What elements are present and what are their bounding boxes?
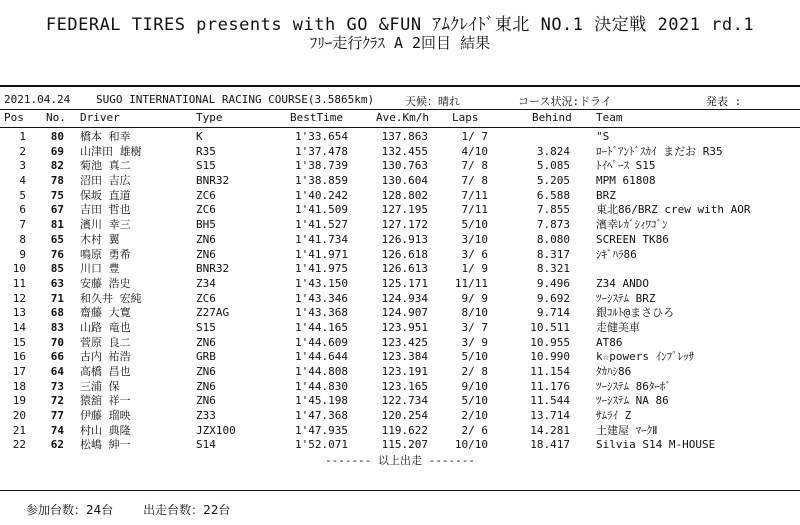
best-time: 1'47.368 [295,409,348,423]
best-time: 1'47.935 [295,423,348,437]
average-speed: 124.907 [381,306,428,320]
team-name: 濱幸ﾚｶﾞｼｨﾜｺﾞﾝ [596,218,668,232]
car-number: 78 [50,174,64,188]
behind-gap: 3.824 [536,144,570,158]
best-time: 1'44.808 [295,365,348,378]
pos: 10 [12,262,26,276]
behind-gap: 10.990 [530,350,570,364]
top-rule [0,85,800,87]
driver-name: 猿舘 祥一 [80,394,131,408]
driver-name: 保坂 直道 [80,188,131,202]
laps: 8/10 [461,306,488,320]
car-type: S15 [196,159,216,173]
course-name: SUGO INTERNATIONAL RACING COURSE(3.5865km) [96,93,375,106]
entry-count: 参加台数：24台 [26,503,114,517]
page-subtitle: ﾌﾘｰ走行ｸﾗｽ A 2回目 結果 [309,34,491,52]
pos: 17 [12,365,26,378]
best-time: 1'41.975 [295,262,348,276]
team-name: 土建屋 ﾏｰｸⅡ [596,423,658,437]
pos: 15 [12,335,26,349]
driver-name: 鳴原 勇希 [80,247,131,261]
pos: 7 [19,218,26,232]
pos: 9 [19,247,26,261]
best-time: 1'33.654 [295,130,348,143]
driver-name: 松嶋 紳一 [80,438,131,452]
behind-gap: 7.855 [536,203,570,217]
team-name: MPM 61808 [596,174,656,188]
team-name: 銀ｺﾙﾄ@まさひろ [596,306,675,320]
col-behind: Behind [532,111,572,124]
pos: 18 [12,379,26,393]
behind-gap: 8.080 [536,232,570,246]
car-number: 77 [50,409,64,423]
car-type: ZN6 [196,232,216,246]
average-speed: 123.951 [381,320,428,334]
best-time: 1'41.527 [295,218,348,232]
car-type: ZC6 [196,203,216,217]
car-type: ZC6 [196,291,216,305]
average-speed: 120.254 [381,409,428,423]
average-speed: 124.934 [381,291,428,305]
car-type: S15 [196,320,216,334]
driver-name: 菊池 真二 [80,159,131,173]
driver-name: 濱川 幸三 [80,218,131,232]
average-speed: 119.622 [381,423,428,437]
best-time: 1'38.739 [295,159,348,173]
pos: 21 [12,423,26,437]
best-time: 1'40.242 [295,188,348,202]
average-speed: 125.171 [381,276,428,290]
average-speed: 123.165 [381,379,428,393]
team-name: ﾂｰｼｽﾃﾑ NA 86 [596,394,669,408]
car-number: 66 [50,350,64,364]
page-title: FEDERAL TIRES presents with GO &FUN ｱﾑｸﾚｲﾄﾞ東北 NO.1 決定戦 2021 rd.1 [45,15,755,35]
behind-gap: 13.714 [530,409,570,423]
best-time: 1'37.478 [295,144,348,158]
driver-name: 古内 祐浩 [80,350,131,364]
laps: 10/10 [454,438,488,452]
table-row [0,292,800,307]
col-pos: Pos [4,111,24,124]
team-name: BRZ [596,188,616,202]
table-row [0,365,800,380]
team-name: 東北86/BRZ crew with AOR [596,203,751,217]
table-row [0,248,800,263]
laps: 3/ 6 [461,247,488,261]
team-name: ｼｷﾞﾊﾗ86 [596,247,637,261]
pos: 22 [12,438,26,452]
team-name: SCREEN TK86 [596,232,669,246]
average-speed: 130.604 [381,174,428,188]
pos: 3 [19,159,26,173]
car-type: BNR32 [196,262,230,276]
car-number: 62 [50,438,64,452]
car-number: 85 [50,262,64,276]
car-number: 69 [50,144,64,158]
car-number: 75 [50,188,64,202]
driver-name: 沼田 吉広 [80,174,131,188]
driver-name: 山津田 雄樹 [80,144,142,158]
pos: 2 [19,144,26,158]
car-number: 73 [50,379,64,393]
table-row [0,350,800,365]
pos: 13 [12,306,26,320]
table-row [0,336,800,351]
car-number: 67 [50,203,64,217]
col-team: Team [596,111,623,124]
bottom-rule [0,490,800,491]
table-row [0,321,800,336]
pos: 5 [19,188,26,202]
course-condition: コース状況:ドライ [518,95,612,108]
laps: 3/10 [461,232,488,246]
table-row [0,130,800,145]
col-no: No. [46,111,66,124]
driver-name: 齋藤 大寛 [80,306,131,320]
table-row [0,218,800,233]
car-type: ZN6 [196,335,216,349]
table-row [0,262,800,277]
driver-name: 高橋 昌也 [80,365,131,378]
driver-name: 三浦 保 [80,379,120,393]
driver-name: 伊藤 瑠映 [80,409,131,423]
table-row [0,438,800,453]
behind-gap: 8.321 [536,262,570,276]
best-time: 1'44.830 [295,379,348,393]
average-speed: 128.802 [381,188,428,202]
table-row [0,424,800,439]
average-speed: 137.863 [381,130,428,143]
table-header [0,111,800,125]
pos: 1 [19,130,26,143]
car-type: BH5 [196,218,216,232]
driver-name: 和久井 宏純 [80,291,142,305]
team-name: 走健美車 [596,320,640,334]
car-type: GRB [196,350,216,364]
best-time: 1'41.509 [295,203,348,217]
laps: 7/11 [461,188,488,202]
best-time: 1'41.971 [295,247,348,261]
best-time: 1'38.859 [295,174,348,188]
table-row [0,394,800,409]
table-row [0,174,800,189]
driver-name: 橋本 和幸 [80,130,131,143]
laps: 1/ 7 [461,130,488,143]
laps: 9/10 [461,379,488,393]
car-type: K [196,130,203,143]
car-type: ZN6 [196,365,216,378]
car-number: 63 [50,276,64,290]
laps: 1/ 9 [461,262,488,276]
laps: 7/ 8 [461,174,488,188]
average-speed: 127.195 [381,203,428,217]
laps: 3/ 9 [461,335,488,349]
car-number: 71 [50,291,64,305]
team-name: ﾂｰｼｽﾃﾑ BRZ [596,291,656,305]
best-time: 1'44.609 [295,335,348,349]
col-type: Type [196,111,223,124]
team-name: AT86 [596,335,623,349]
best-time: 1'43.368 [295,306,348,320]
announce-time: 発表 : [706,95,742,108]
average-speed: 126.618 [381,247,428,261]
pos: 14 [12,320,26,334]
pos: 4 [19,174,26,188]
car-number: 81 [50,218,64,232]
laps: 5/10 [461,350,488,364]
car-type: ZN6 [196,247,216,261]
weather: 天候：晴れ [405,95,460,108]
average-speed: 127.172 [381,218,428,232]
laps: 5/10 [461,394,488,408]
car-number: 65 [50,232,64,246]
car-number: 70 [50,335,64,349]
pos: 16 [12,350,26,364]
car-number: 82 [50,159,64,173]
pos: 19 [12,394,26,408]
counts [26,501,256,518]
pos: 6 [19,203,26,217]
behind-gap: 10.511 [530,320,570,334]
team-name: ﾛｰﾄﾞｱﾝﾄﾞｽｶｲ まだお R35 [596,144,723,158]
driver-name: 山路 竜也 [80,320,131,334]
car-number: 83 [50,320,64,334]
average-speed: 123.191 [381,365,428,378]
car-type: R35 [196,144,216,158]
car-type: ZC6 [196,188,216,202]
average-speed: 115.207 [381,438,428,452]
pos: 8 [19,232,26,246]
car-number: 76 [50,247,64,261]
car-number: 68 [50,306,64,320]
driver-name: 村山 典隆 [80,423,131,437]
best-time: 1'45.198 [295,394,348,408]
behind-gap: 5.205 [536,174,570,188]
table-row [0,145,800,160]
average-speed: 126.613 [381,262,428,276]
pos: 20 [12,409,26,423]
laps: 5/10 [461,218,488,232]
session-date: 2021.04.24 [4,93,71,106]
car-type: BNR32 [196,174,230,188]
driver-name: 川口 豊 [80,262,120,276]
behind-gap: 8.317 [536,247,570,261]
best-time: 1'52.071 [295,438,348,452]
car-number: 64 [50,365,64,378]
laps: 2/10 [461,409,488,423]
team-name: k☆powers ｲﾝﾌﾟﾚｯｻ [596,350,695,364]
behind-gap: 10.955 [530,335,570,349]
col-ave-speed: Ave.Km/h [376,111,429,124]
average-speed: 132.455 [381,144,428,158]
team-name: ﾂｰｼｽﾃﾑ 86ﾀｰﾎﾞ [596,379,671,393]
behind-gap: 5.085 [536,159,570,173]
car-type: Z33 [196,409,216,423]
car-number: 74 [50,423,64,437]
team-name: Z34 ANDO [596,276,649,290]
laps: 7/11 [461,203,488,217]
col-laps: Laps [452,111,479,124]
team-name: ｻﾑﾗｲ Z [596,409,632,423]
table-row [0,277,800,292]
best-time: 1'44.165 [295,320,348,334]
table-row [0,189,800,204]
average-speed: 126.913 [381,232,428,246]
average-speed: 130.763 [381,159,428,173]
laps: 7/ 8 [461,159,488,173]
end-note: ------- 以上出走 ------- [325,454,475,467]
behind-gap: 9.692 [536,291,570,305]
laps: 9/ 9 [461,291,488,305]
car-type: Z34 [196,276,216,290]
car-type: JZX100 [196,423,236,437]
table-row [0,203,800,218]
results-table [0,130,800,453]
best-time: 1'44.644 [295,350,348,364]
table-row [0,409,800,424]
car-type: Z27AG [196,306,230,320]
laps: 11/11 [454,276,488,290]
behind-gap: 9.714 [536,306,570,320]
best-time: 1'43.150 [295,276,348,290]
table-row [0,159,800,174]
best-time: 1'43.346 [295,291,348,305]
behind-gap: 14.281 [530,423,570,437]
car-number: 72 [50,394,64,408]
pos: 12 [12,291,26,305]
behind-gap: 18.417 [530,438,570,452]
laps: 2/ 8 [461,365,488,378]
session-info [0,93,800,107]
table-row [0,306,800,321]
driver-name: 木村 翼 [80,232,120,246]
pos: 11 [12,276,26,290]
average-speed: 123.425 [381,335,428,349]
best-time: 1'41.734 [295,232,348,246]
table-row [0,380,800,395]
col-driver: Driver [80,111,120,124]
behind-gap: 6.588 [536,188,570,202]
team-name: ﾀｶﾊｼ86 [596,365,632,378]
info-rule [0,109,800,110]
col-besttime: BestTime [290,111,343,124]
team-name: "S [596,130,610,143]
laps: 2/ 6 [461,423,488,437]
starter-count: 出走台数：22台 [143,503,231,517]
behind-gap: 7.873 [536,218,570,232]
average-speed: 123.384 [381,350,428,364]
car-number: 80 [50,130,64,143]
behind-gap: 11.154 [530,365,570,378]
car-type: S14 [196,438,216,452]
car-type: ZN6 [196,379,216,393]
header-rule [0,127,800,128]
team-name: Silvia S14 M-HOUSE [596,438,716,452]
car-type: ZN6 [196,394,216,408]
table-row [0,233,800,248]
driver-name: 吉田 哲也 [80,203,131,217]
laps: 4/10 [461,144,488,158]
behind-gap: 11.176 [530,379,570,393]
driver-name: 安藤 浩史 [80,276,131,290]
driver-name: 菅原 良二 [80,335,131,349]
behind-gap: 9.496 [536,276,570,290]
laps: 3/ 7 [461,320,488,334]
behind-gap: 11.544 [530,394,570,408]
average-speed: 122.734 [381,394,428,408]
team-name: ﾄｲﾍﾟｰｽ S15 [596,159,656,173]
